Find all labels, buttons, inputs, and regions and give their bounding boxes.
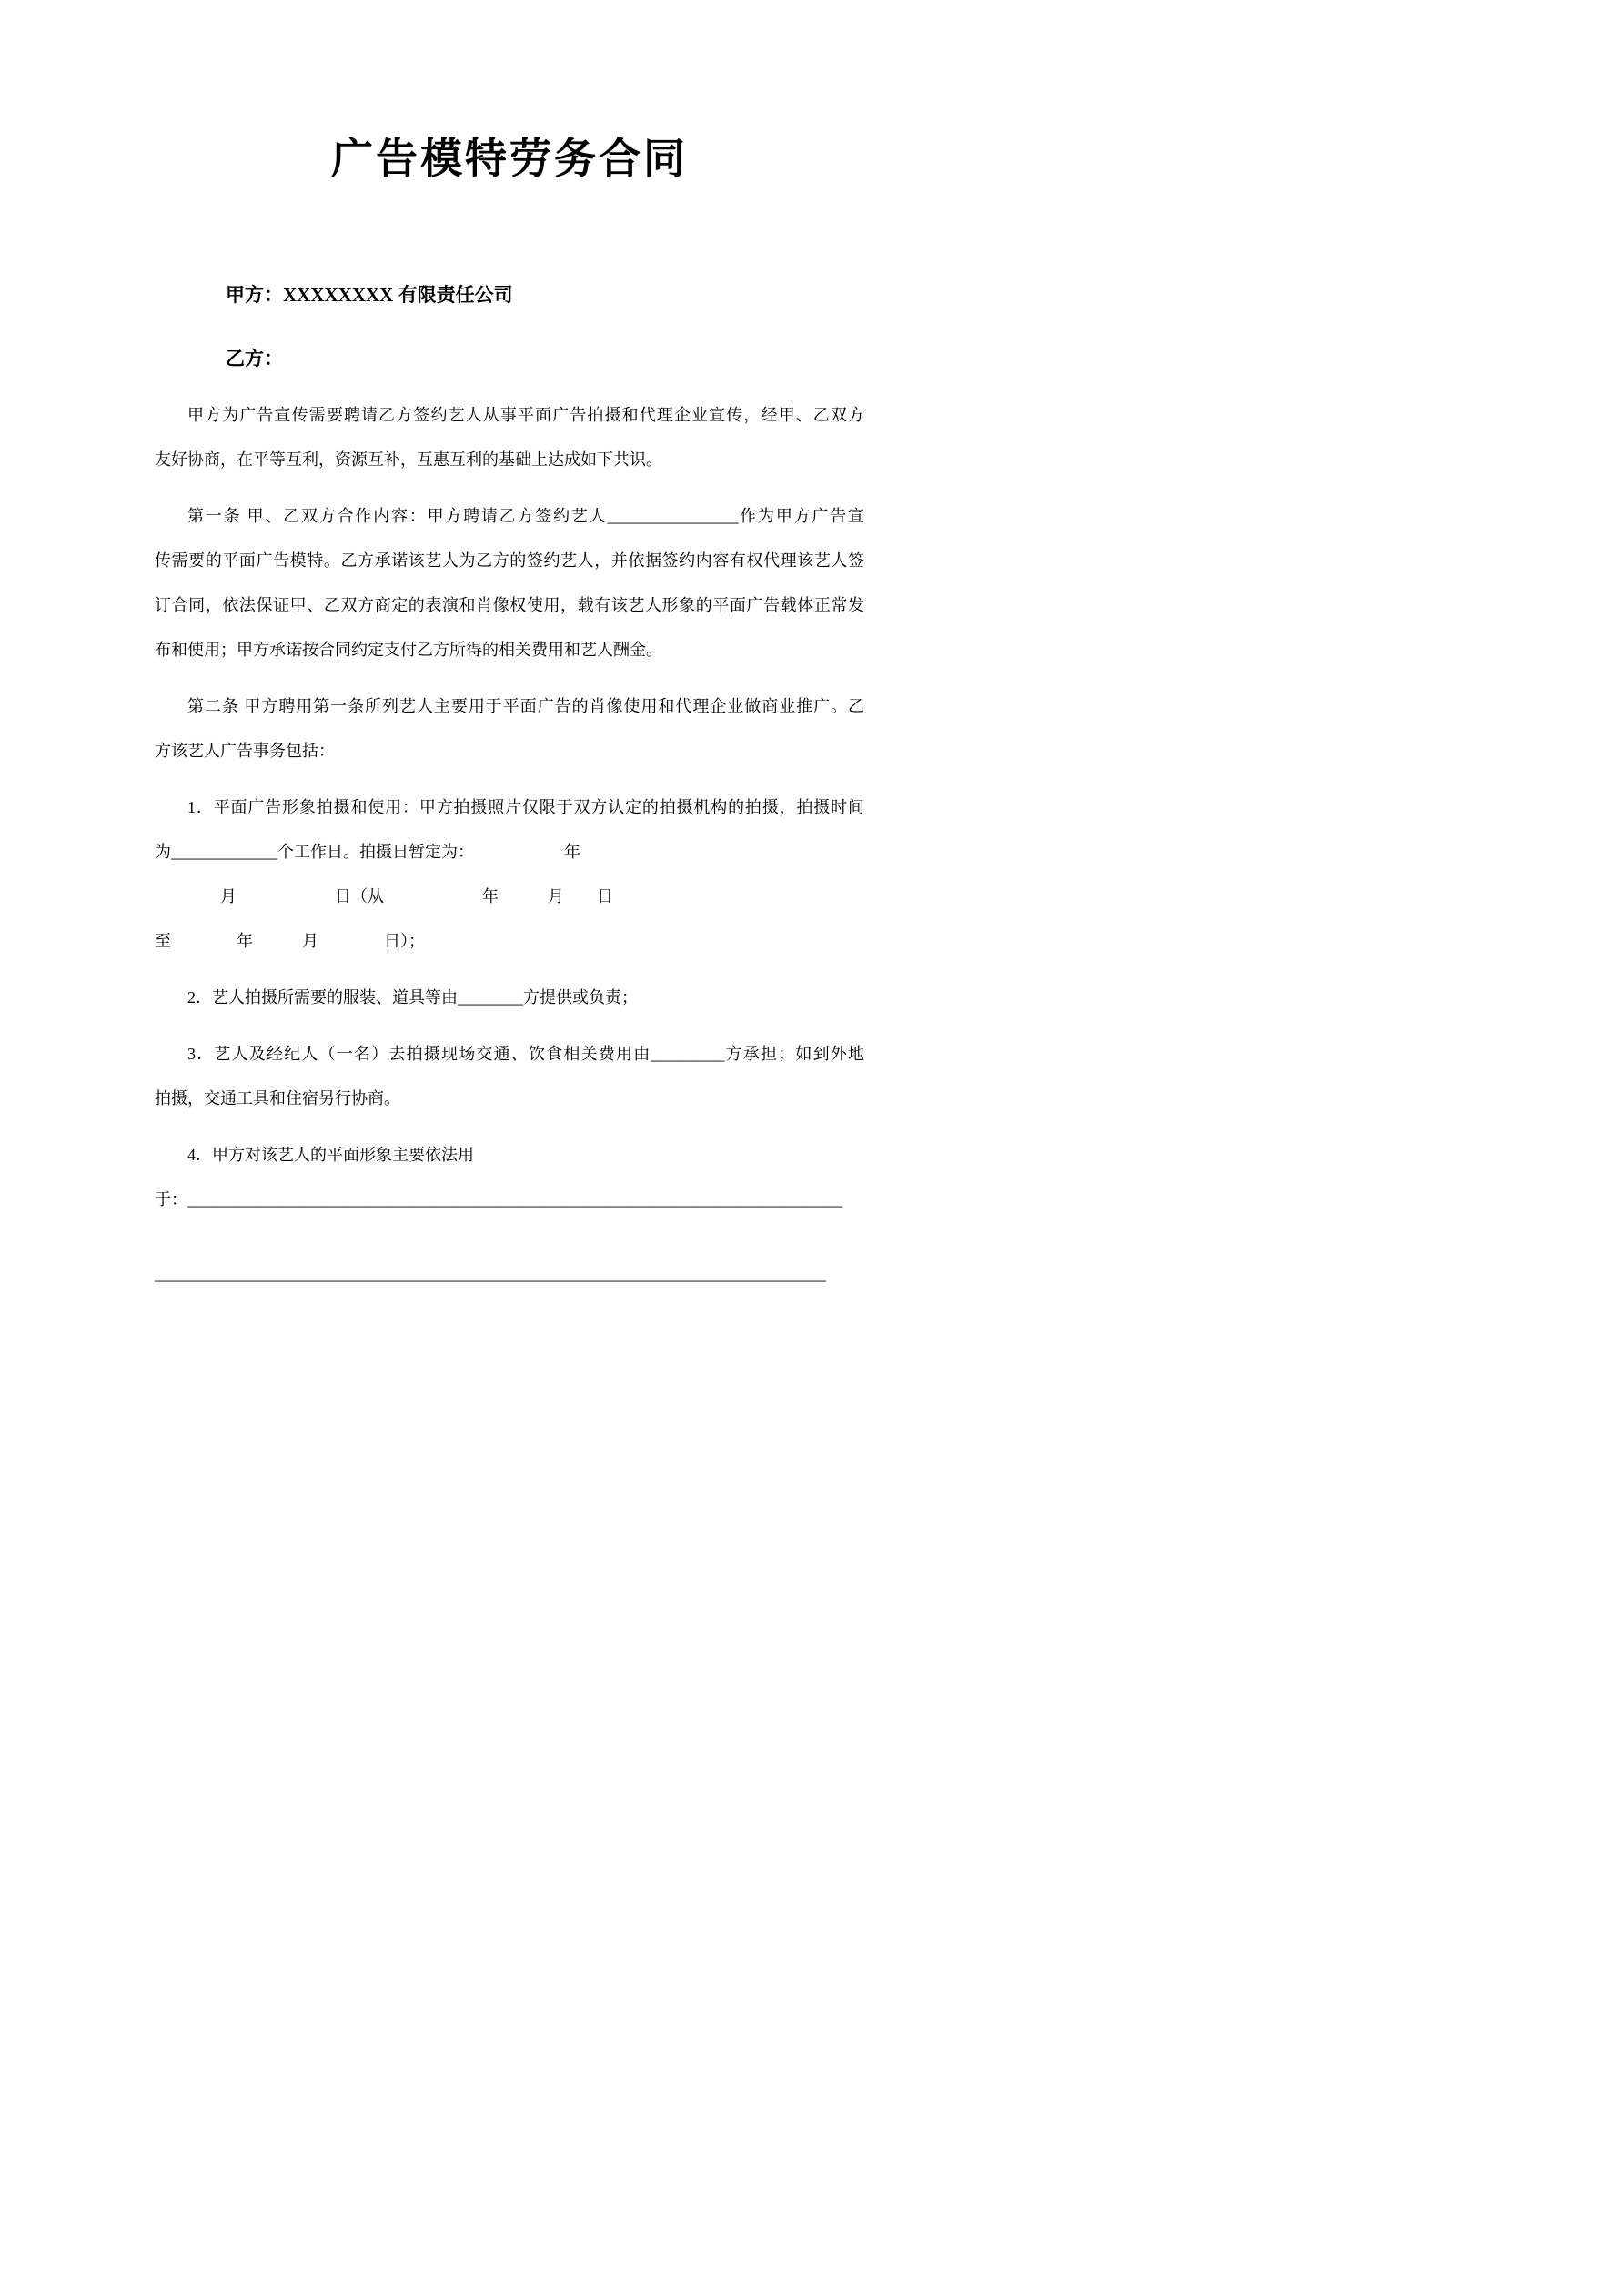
text-line: 拍摄，交通工具和住宿另行协商。	[155, 1089, 400, 1108]
text-line: 4．甲方对该艺人的平面形象主要依法用	[187, 1146, 474, 1164]
fill-in-line: 于：________________________________________________________________________________	[155, 1190, 842, 1209]
article-1-paragraph	[155, 494, 864, 673]
text-line: 1．平面广告形象拍摄和使用：甲方拍摄照片仅限于双方认定的拍摄机构的拍摄，拍摄时间	[187, 798, 864, 816]
fill-in-line: 至 年 月 日）；	[155, 932, 425, 950]
intro-paragraph	[155, 393, 864, 482]
text-line: 2．艺人拍摄所需要的服装、道具等由________方提供或负责；	[187, 988, 638, 1006]
document-title: 广告模特劳务合同	[331, 136, 688, 182]
text-line: 传需要的平面广告模特。乙方承诺该艺人为乙方的签约艺人，并依据签约内容有权代理该艺人签	[155, 551, 864, 570]
text-line: 3．艺人及经纪人（一名）去拍摄现场交通、饮食相关费用由_________方承担；如到外地	[187, 1045, 864, 1063]
party-a-line: 甲方：XXXXXXXX 有限责任公司	[226, 284, 513, 306]
item-3-paragraph	[155, 1032, 864, 1121]
item-2-paragraph	[155, 976, 864, 1020]
text-line: 第二条 甲方聘用第一条所列艺人主要用于平面广告的肖像使用和代理企业做商业推广。乙	[187, 697, 864, 715]
text-line: 第一条 甲、乙双方合作内容：甲方聘请乙方签约艺人________________作为甲方广告宣	[187, 507, 864, 525]
text-line: 友好协商，在平等互利，资源互补，互惠互利的基础上达成如下共识。	[155, 450, 662, 469]
contract-content	[155, 127, 864, 1297]
item-4-paragraph	[155, 1133, 864, 1297]
fill-in-line: __________________________________________________________________________________	[155, 1265, 826, 1283]
text-line: 订合同，依法保证甲、乙双方商定的表演和肖像权使用，载有该艺人形象的平面广告载体正常发	[155, 596, 864, 614]
fill-in-line: 月 日（从 年 月 日	[155, 887, 613, 905]
party-b-line: 乙方：	[226, 348, 283, 369]
fill-in-line: 为_____________个工作日。拍摄日暂定为： 年	[155, 843, 580, 861]
article-2-paragraph	[155, 684, 864, 774]
text-line: 布和使用；甲方承诺按合同约定支付乙方所得的相关费用和艺人酬金。	[155, 641, 662, 659]
text-line: 方该艺人广告事务包括：	[155, 742, 335, 760]
item-1-paragraph	[155, 785, 864, 964]
text-line: 甲方为广告宣传需要聘请乙方签约艺人从事平面广告拍摄和代理企业宣传，经甲、乙双方	[187, 406, 864, 424]
